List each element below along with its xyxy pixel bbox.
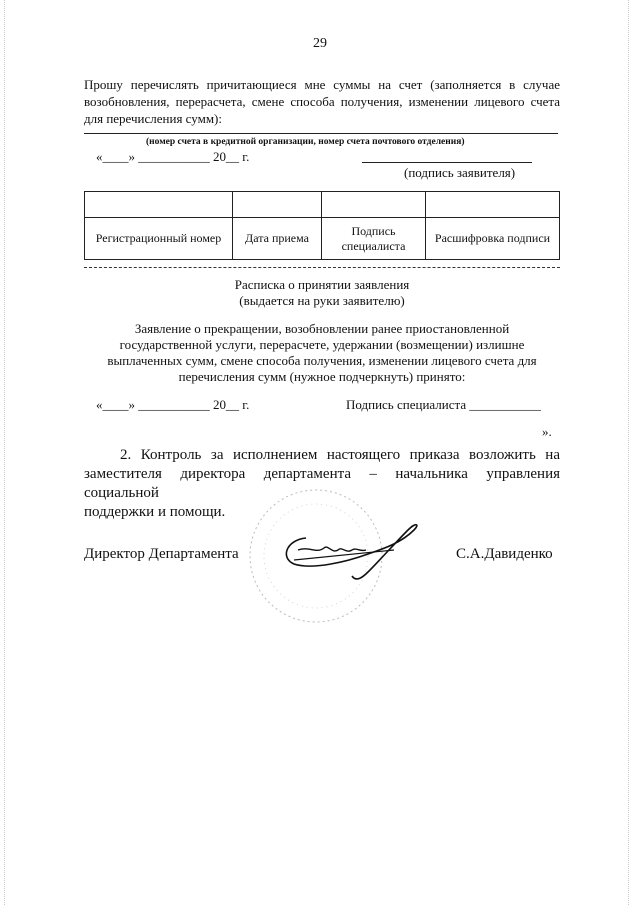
request-line-2: возобновления, перерасчета, смене способа получения, изменении лицевого счета	[84, 94, 560, 109]
director-name: С.А.Давиденко	[456, 546, 553, 562]
account-number-line	[84, 133, 558, 134]
item-2-line-1: 2. Контроль за исполнением настоящего приказа возложить на	[120, 447, 560, 463]
director-position: Директор Департамента	[84, 546, 239, 562]
header-signature-decoding: Расшифровка подписи	[426, 218, 560, 260]
handwritten-signature	[276, 520, 426, 584]
scan-margin-left	[4, 0, 5, 905]
header-receipt-date: Дата приема	[233, 218, 322, 260]
date-line-applicant: «____» ___________ 20__ г.	[96, 149, 250, 164]
cut-line	[84, 267, 560, 268]
registration-table-blank-row	[85, 192, 560, 218]
receipt-date-line: «____» ___________ 20__ г.	[96, 397, 250, 412]
page-number: 29	[313, 36, 327, 51]
applicant-signature-line	[362, 162, 532, 163]
account-caption: (номер счета в кредитной организации, номер счета почтового отделения)	[146, 137, 465, 147]
header-specialist-signature: Подпись специалиста	[322, 218, 426, 260]
scan-margin-right	[628, 0, 629, 905]
closing-quote: ».	[542, 424, 552, 439]
receipt-body-line-4: перечисления сумм (нужное подчеркнуть) принято:	[178, 369, 466, 384]
applicant-signature-caption: (подпись заявителя)	[404, 165, 516, 180]
receipt-body-line-2: государственной услуги, перерасчете, удержании (возмещении) излишне	[119, 337, 525, 352]
receipt-specialist-signature: Подпись специалиста ___________	[346, 397, 541, 412]
receipt-subtitle: (выдается на руки заявителю)	[239, 293, 405, 308]
item-2-line-2: заместителя директора департамента – начальника управления социальной	[84, 466, 560, 501]
registration-table	[84, 191, 560, 260]
request-line-1: Прошу перечислять причитающиеся мне суммы на счет (заполняется в случае	[84, 77, 560, 92]
receipt-body	[84, 321, 560, 385]
receipt-title: Расписка о принятии заявления	[234, 277, 410, 292]
header-registration-number: Регистрационный номер	[85, 218, 233, 260]
request-line-3: для перечисления сумм):	[84, 111, 222, 126]
item-2-line-3: поддержки и помощи.	[84, 504, 226, 520]
registration-table-header-row	[85, 218, 560, 260]
request-paragraph	[84, 76, 560, 127]
receipt-body-line-3: выплаченных сумм, смене способа получения, изменении лицевого счета для	[107, 353, 537, 368]
receipt-body-line-1: Заявление о прекращении, возобновлении ранее приостановленной	[134, 321, 510, 336]
